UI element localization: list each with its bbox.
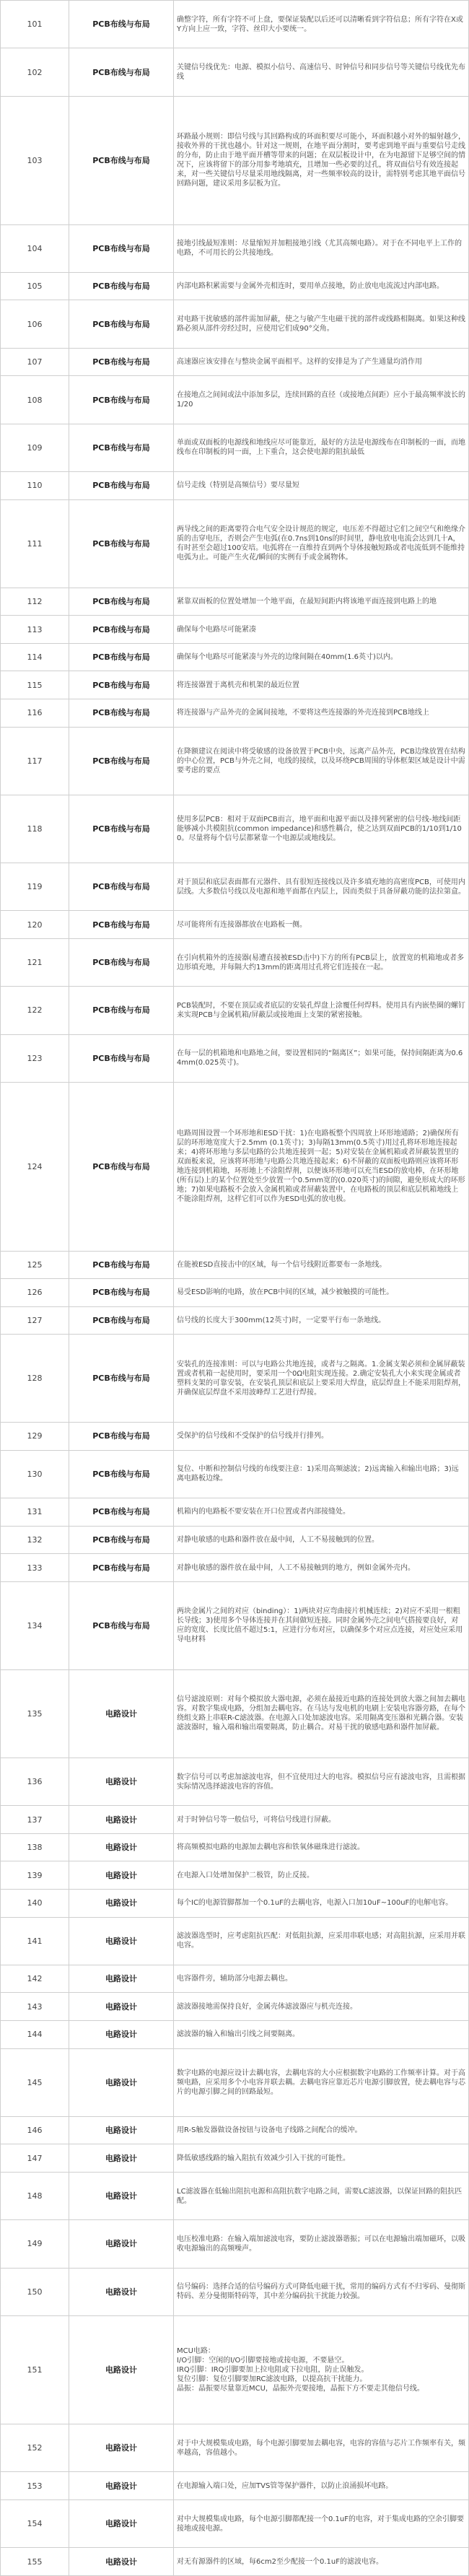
table-row xyxy=(1,2316,469,2424)
row-number: 115 xyxy=(1,671,69,699)
table-row xyxy=(1,1965,469,1993)
row-description: 在每一层的机箱地和电路地之间，要设置相同的“隔离区”；如果可能，保持间隔距离为0.64mm(0.025英寸)。 xyxy=(174,1034,469,1082)
row-description: 环路最小规则：即信号线与其回路构成的环面积要尽可能小，环面积越小对外的辐射越少，接收外界的干扰也越小。针对这一规则，在地平面分割时，要考虑到地平面与重要信号走线的分布，防止由于地平面开槽等带来的问题；在双层板设计中，在为电源留下足够空间的情况下，应该将留下的部分用参考地填充，且增加一些必要的过孔，将双面信号有效连接起来，对一些关键信号尽量采用地线隔离，对一些频率较高的设计，需特别考虑其地平面信号回路问题，建议采用多层板为宜。 xyxy=(174,96,469,224)
table-row xyxy=(1,699,469,727)
row-description: 复位、中断和控制信号线的布线要注意：1)采用高频滤波；2)远离输入和输出电路；3)远离电路板边缘。 xyxy=(174,1450,469,1498)
row-number: 114 xyxy=(1,643,69,671)
row-description: 确保每个电路尽可能紧凑 xyxy=(174,616,469,644)
row-category: PCB布线与布局 xyxy=(69,1034,174,1082)
row-category: 电路设计 xyxy=(69,2499,174,2547)
row-category: PCB布线与布局 xyxy=(69,272,174,300)
row-description: LC滤波器在低输出阻抗电源和高阻抗数字电路之间，需要LC滤波器，以保证回路的阻抗匹配。 xyxy=(174,2172,469,2219)
row-number: 109 xyxy=(1,424,69,471)
row-category: 电路设计 xyxy=(69,1917,174,1965)
row-number: 149 xyxy=(1,2220,69,2268)
row-category: PCB布线与布局 xyxy=(69,1423,174,1451)
row-description: 两块金属片之间的对应（binding）：1)两块对应弯曲接片机械连续；2)对应不采用一根粗长导线；3)使用多个导体连接并在其间做短连接。同时金属外壳之间电气搭接要良好，对应的宽度、长度比值不超过5:1，应进行分布对应，以确保多个对应点连接，对应处应采用导电材料 xyxy=(174,1581,469,1669)
row-number: 128 xyxy=(1,1335,69,1423)
row-description: 关键信号线优先：电源、模拟小信号、高速信号、时钟信号和同步信号等关键信号线优先布线 xyxy=(174,48,469,96)
row-category: PCB布线与布局 xyxy=(69,1498,174,1527)
row-number: 145 xyxy=(1,2048,69,2116)
row-number: 131 xyxy=(1,1498,69,1527)
row-number: 148 xyxy=(1,2172,69,2219)
table-row xyxy=(1,1335,469,1423)
row-description: 尽可能将所有连接器都放在电路板一侧。 xyxy=(174,911,469,939)
table-row xyxy=(1,472,469,500)
row-number: 139 xyxy=(1,1861,69,1890)
row-category: PCB布线与布局 xyxy=(69,987,174,1034)
table-row xyxy=(1,224,469,272)
rules-table-body xyxy=(1,1,469,2576)
row-category: PCB布线与布局 xyxy=(69,699,174,727)
row-number: 151 xyxy=(1,2316,69,2424)
row-description: PCB装配时，不要在顶层或者底层的安装孔焊盘上涂覆任何焊料。使用具有内嵌垫圈的螺钉来实现PCB与金属机箱/屏蔽层或接地面上支架的紧密接触。 xyxy=(174,987,469,1034)
table-row xyxy=(1,1669,469,1758)
row-number: 144 xyxy=(1,2020,69,2048)
row-category: 电路设计 xyxy=(69,2316,174,2424)
row-description: 数字信号可以考虑加滤波电容，但不宜使用过大的电容。模拟信号应有滤波电容，且需根据实际情况选择滤波电容的容值。 xyxy=(174,1758,469,1805)
row-description: 信号线的长度大于300mm(12英寸)时，一定要平行布一条地线。 xyxy=(174,1306,469,1335)
row-category: PCB布线与布局 xyxy=(69,643,174,671)
row-number: 134 xyxy=(1,1581,69,1669)
row-number: 116 xyxy=(1,699,69,727)
table-row xyxy=(1,1581,469,1669)
row-description: 确整字符，所有字符不可上盘，要保证装配以后还可以清晰看到字符信息；所有字符在X或Y方向上应一致，字符、丝印大小要统一。 xyxy=(174,1,469,48)
row-category: PCB布线与布局 xyxy=(69,1306,174,1335)
table-row xyxy=(1,1498,469,1527)
row-number: 101 xyxy=(1,1,69,48)
row-number: 150 xyxy=(1,2268,69,2315)
table-row xyxy=(1,1,469,48)
row-number: 103 xyxy=(1,96,69,224)
row-number: 107 xyxy=(1,348,69,376)
row-description: 易受ESD影响的电路，放在PCB中间的区域，减少被触摸的可能性。 xyxy=(174,1279,469,1307)
row-category: 电路设计 xyxy=(69,1833,174,1861)
row-category: 电路设计 xyxy=(69,2472,174,2500)
table-row xyxy=(1,1917,469,1965)
row-description: 信号滤波原则：对每个模拟放大器电源，必须在最接近电路的连接处到放大器之间加去耦电容。对数字集成电路，分组加去耦电容。在马达与发电机的电刷上安装电容器旁路，在每个绕组支路上串联R-C滤波器。在电源入口处加滤波电容。采用隔离变压器和光耦合器。安装滤波器时，输入端和输出端要隔离，防止耦合。对易干扰的敏感电路和器件加屏蔽。 xyxy=(174,1669,469,1758)
row-description: 对静电敏感的器件放在最中间，人工不易接触到的地方，例如金属外壳内。 xyxy=(174,1554,469,1582)
row-description: 滤波器选型时，应考虑阻抗匹配：对低阻抗源，应采用串联电感；对高阻抗源，应采用并联电容。 xyxy=(174,1917,469,1965)
table-row xyxy=(1,1758,469,1805)
row-description: 电压校准电路：在输入端加滤波电容，要防止滤波器谐振；可以在电源输出端加磁环，以吸收电源输出的高频噪声。 xyxy=(174,2220,469,2268)
row-number: 140 xyxy=(1,1889,69,1917)
row-category: PCB布线与布局 xyxy=(69,616,174,644)
row-number: 132 xyxy=(1,1526,69,1554)
row-description: 对静电敏感的电路和器件放在最中间，人工不易接触到的位置。 xyxy=(174,1526,469,1554)
row-description: 在降额建议在阅读中将受敏感的设备放置于PCB中央，远离产品外壳，PCB边缘放置在结构的中心位置，PCB与外壳之间，电线的接续，以及环绕PCB周围的导体框架区域是设计中需要考虑的要点 xyxy=(174,727,469,795)
row-category: PCB布线与布局 xyxy=(69,96,174,224)
row-description: 单面或双面板的电源线和地线应尽可能靠近，最好的方法是电源线布在印制板的一面，而地线布在印制板的同一面，上下重合，这会使电源的阻抗最低 xyxy=(174,424,469,471)
row-description: 受保护的信号线和不受保护的信号线并行排列。 xyxy=(174,1423,469,1451)
row-category: PCB布线与布局 xyxy=(69,863,174,910)
row-category: PCB布线与布局 xyxy=(69,1581,174,1669)
row-category: PCB布线与布局 xyxy=(69,1450,174,1498)
row-category: 电路设计 xyxy=(69,1861,174,1890)
row-description: 在电源入口处增加保护二极管，防止反接。 xyxy=(174,1861,469,1890)
table-row xyxy=(1,2472,469,2500)
row-number: 153 xyxy=(1,2472,69,2500)
row-category: 电路设计 xyxy=(69,1965,174,1993)
row-description: 信号编码：选择合适的信号编码方式可降低电磁干扰，常用的编码方式有不归零码、曼彻斯特码、差分曼彻斯特码等，其中差分编码抗干扰能力较强。 xyxy=(174,2268,469,2315)
table-row xyxy=(1,1279,469,1307)
row-description: 高速器应该安排在与整块金属平面相平。这样的安排是为了产生通量均消作用 xyxy=(174,348,469,376)
row-number: 120 xyxy=(1,911,69,939)
table-row xyxy=(1,643,469,671)
table-row xyxy=(1,911,469,939)
table-row xyxy=(1,987,469,1034)
row-number: 138 xyxy=(1,1833,69,1861)
table-row xyxy=(1,2548,469,2576)
row-category: 电路设计 xyxy=(69,2116,174,2144)
table-row xyxy=(1,588,469,616)
row-description: 对中大规模集成电路，每个电源引脚都配接一个0.1uF的电容，对于集成电路的空余引脚要接地或接电源。 xyxy=(174,2499,469,2547)
row-number: 127 xyxy=(1,1306,69,1335)
table-row xyxy=(1,272,469,300)
row-number: 118 xyxy=(1,795,69,863)
row-category: PCB布线与布局 xyxy=(69,424,174,471)
row-description: 对电路干扰敏感的部件需加屏蔽，使之与敏产生电磁干扰的部件或线路相隔离。如果这种线路必须从部件旁经过时，应使用它们成90°交角。 xyxy=(174,300,469,348)
row-number: 129 xyxy=(1,1423,69,1451)
row-number: 126 xyxy=(1,1279,69,1307)
row-number: 141 xyxy=(1,1917,69,1965)
row-category: 电路设计 xyxy=(69,2020,174,2048)
row-description: 紧靠双面板的位置处增加一个地平面，在最短间距内将该地平面连接到电路上的地 xyxy=(174,588,469,616)
row-description: 内部电路积累需要与金属外壳相连时，要用单点接地，防止放电电流流过内部电路。 xyxy=(174,272,469,300)
row-category: PCB布线与布局 xyxy=(69,224,174,272)
row-description: 接地引线最短准则：尽量缩短并加粗接地引线（尤其高频电路）。对于在不同电平上工作的电路，不可用长的公共接地线。 xyxy=(174,224,469,272)
row-description: 电路周围设置一个环形地和ESD干扰：1)在电路板整个四周放上环形地通路；2)确保所有层的环形地宽度大于2.5mm (0.1英寸)；3)每隔13mm(0.5英寸)用过孔将环形地连接起来；4)将环形地与多层电路的公共地连接到一起；5)对安装在金属机箱或者屏蔽装置里的双面板来说，应该将环形地与电路公共地连接起来；6)不屏蔽的双面板电路则应该将环形地连接到机箱地，环形地上不涂阻焊剂，以便该环形地可以充当ESD的放电棒，在环形地(所有层)上的某个位置处至少放置一个0.5mm宽的(0.020英寸)的间隙，避免形成大的环形地；7)如果电路板不会放入金属机箱或者屏蔽装置中，在电路板的顶层和底层机箱地线上不能涂阻焊剂，这样它们可以作为ESD电弧的放电极。 xyxy=(174,1083,469,1251)
row-description: 数字电路的电源应设计去耦电容，去耦电容的大小应根据数字电路的工作频率计算。对于高频电路，应采用多个小电容并联去耦。去耦电容应靠近芯片电源引脚放置，使去耦电容与芯片的电源引脚之间的回路最短。 xyxy=(174,2048,469,2116)
row-number: 102 xyxy=(1,48,69,96)
table-row xyxy=(1,2220,469,2268)
row-number: 106 xyxy=(1,300,69,348)
row-category: PCB布线与布局 xyxy=(69,1279,174,1307)
row-category: 电路设计 xyxy=(69,1889,174,1917)
row-category: PCB布线与布局 xyxy=(69,588,174,616)
row-number: 113 xyxy=(1,616,69,644)
row-number: 125 xyxy=(1,1251,69,1279)
row-description: 两导线之间的距离要符合电气安全设计规范的规定，电压差不得超过它们之间空气和绝缘介质的击穿电压，否则会产生电弧(在0.7ns到10ns的时间里，静电放电电流会达到几十A，有时甚至会超过100安培。电弧将在一直维持直到两个导体接触短路或者电流低到不能维持电弧为止。可能产生火花/瞬间的实例有手或金属物体。 xyxy=(174,499,469,588)
row-number: 135 xyxy=(1,1669,69,1758)
row-number: 142 xyxy=(1,1965,69,1993)
table-row xyxy=(1,2116,469,2144)
row-number: 122 xyxy=(1,987,69,1034)
row-number: 143 xyxy=(1,1993,69,2021)
table-row xyxy=(1,795,469,863)
table-row xyxy=(1,376,469,424)
row-number: 146 xyxy=(1,2116,69,2144)
row-category: PCB布线与布局 xyxy=(69,300,174,348)
row-description: 用R-S触发器做设备按钮与设备电子线路之间配合的缓冲。 xyxy=(174,2116,469,2144)
row-number: 121 xyxy=(1,938,69,986)
row-number: 136 xyxy=(1,1758,69,1805)
row-number: 154 xyxy=(1,2499,69,2547)
table-row xyxy=(1,1423,469,1451)
table-row xyxy=(1,1034,469,1082)
row-category: PCB布线与布局 xyxy=(69,938,174,986)
row-description: 确保每个电路尽可能紧凑与外壳的边缘间隔在40mm(1.6英寸)以内。 xyxy=(174,643,469,671)
table-row xyxy=(1,671,469,699)
row-category: PCB布线与布局 xyxy=(69,499,174,588)
table-row xyxy=(1,499,469,588)
table-row xyxy=(1,1861,469,1890)
row-description: 在接地点之间间或法中添加多层，连续回路的直径（或接地点间距）应小于最高频率波长的1/20 xyxy=(174,376,469,424)
table-row xyxy=(1,2268,469,2315)
row-category: 电路设计 xyxy=(69,1669,174,1758)
table-row xyxy=(1,1306,469,1335)
row-description: 安装孔的连接准则：可以与电路公共地连接，或者与之隔离。1.金属支架必须和金属屏蔽装置或者机箱一起使用时，要采用一个0Ω电阻实现连接。2.确定安装孔大小来实现金属或者塑料支架的可靠安装，在安装孔顶层和底层上要采用大焊盘，底层焊盘上不能采用阻焊剂，并确保底层焊盘不采用波峰焊工艺进行焊接。 xyxy=(174,1335,469,1423)
row-description: 在引向机箱外的连接器(易遭直接被ESD击中)下方的所有PCB层上，放置宽的机箱地或者多边形填充地，并每隔大约13mm的距离用过孔将它们连接在一起。 xyxy=(174,938,469,986)
table-row xyxy=(1,2048,469,2116)
row-category: 电路设计 xyxy=(69,2268,174,2315)
table-row xyxy=(1,1993,469,2021)
row-number: 111 xyxy=(1,499,69,588)
table-row xyxy=(1,1833,469,1861)
table-row xyxy=(1,300,469,348)
row-category: PCB布线与布局 xyxy=(69,671,174,699)
row-number: 133 xyxy=(1,1554,69,1582)
row-category: PCB布线与布局 xyxy=(69,376,174,424)
row-number: 147 xyxy=(1,2144,69,2173)
table-row xyxy=(1,348,469,376)
table-row xyxy=(1,1554,469,1582)
row-number: 124 xyxy=(1,1083,69,1251)
row-category: PCB布线与布局 xyxy=(69,348,174,376)
table-row xyxy=(1,1889,469,1917)
row-category: 电路设计 xyxy=(69,1758,174,1805)
row-description: 机箱内的电路板不要安装在开口位置或者内部接缝处。 xyxy=(174,1498,469,1527)
table-row xyxy=(1,1806,469,1834)
row-category: 电路设计 xyxy=(69,2172,174,2219)
row-category: 电路设计 xyxy=(69,2048,174,2116)
table-row xyxy=(1,2172,469,2219)
row-description: 对于顶层和底层表面都有元器件、具有很短连接线以及许多填充地的高密度PCB，可使用内层线。大多数信号线以及电源和地平面都在内层上，因而类似于具备屏蔽功能的法拉第盒。 xyxy=(174,863,469,910)
table-row xyxy=(1,727,469,795)
row-number: 123 xyxy=(1,1034,69,1082)
row-category: 电路设计 xyxy=(69,2548,174,2576)
row-category: 电路设计 xyxy=(69,1993,174,2021)
row-category: PCB布线与布局 xyxy=(69,911,174,939)
row-category: 电路设计 xyxy=(69,2220,174,2268)
table-row xyxy=(1,96,469,224)
table-row xyxy=(1,424,469,471)
row-number: 137 xyxy=(1,1806,69,1834)
row-description: 在能被ESD直接击中的区域，每一个信号线附近都要布一条地线。 xyxy=(174,1251,469,1279)
row-number: 112 xyxy=(1,588,69,616)
row-category: PCB布线与布局 xyxy=(69,1554,174,1582)
table-row xyxy=(1,1450,469,1498)
row-number: 119 xyxy=(1,863,69,910)
row-description: 将高频模拟电路的电源加去耦电容和铁氧体磁珠进行滤波。 xyxy=(174,1833,469,1861)
row-number: 155 xyxy=(1,2548,69,2576)
row-number: 105 xyxy=(1,272,69,300)
table-row xyxy=(1,1526,469,1554)
row-category: PCB布线与布局 xyxy=(69,48,174,96)
row-number: 117 xyxy=(1,727,69,795)
row-category: PCB布线与布局 xyxy=(69,1,174,48)
row-description: 使用多层PCB：相对于双面PCB而言，地平面和电源平面以及排列紧密的信号线-地线间距能够减小共模阻抗(common impedance)和感性耦合，使之达到双面PCB的1/10到1/100。尽量将每个信号层都紧靠一个电源层或地线层。 xyxy=(174,795,469,863)
row-description: 将连接器与产品外壳的金属间接地，不要将这些连接器的外壳连接到PCB地线上 xyxy=(174,699,469,727)
row-category: PCB布线与布局 xyxy=(69,795,174,863)
row-category: 电路设计 xyxy=(69,1806,174,1834)
row-description: 电容器件旁，辅助部分电源去耦也。 xyxy=(174,1965,469,1993)
table-row xyxy=(1,863,469,910)
table-row xyxy=(1,1251,469,1279)
row-description: 滤波器的输入和输出引线之间要隔离。 xyxy=(174,2020,469,2048)
row-number: 152 xyxy=(1,2424,69,2471)
row-description: 每个IC的电源管脚都加一个0.1uF的去耦电容，电源入口加10uF~100uF的电解电容。 xyxy=(174,1889,469,1917)
table-row xyxy=(1,616,469,644)
table-row xyxy=(1,2424,469,2471)
row-description: 对无有源器件的区域，每6cm2至少配接一个0.1uF的滤波电容。 xyxy=(174,2548,469,2576)
row-number: 110 xyxy=(1,472,69,500)
row-description: 对于时钟信号等一般信号，可将信号线进行屏蔽。 xyxy=(174,1806,469,1834)
row-category: 电路设计 xyxy=(69,2144,174,2173)
table-row xyxy=(1,938,469,986)
row-description: 对于中大规模集成电路，每个电源引脚要加去耦电容，电容的容值与芯片工作频率有关，频率越高，容值越小。 xyxy=(174,2424,469,2471)
table-row xyxy=(1,2499,469,2547)
row-number: 130 xyxy=(1,1450,69,1498)
row-category: 电路设计 xyxy=(69,2424,174,2471)
row-category: PCB布线与布局 xyxy=(69,1335,174,1423)
row-description: MCU电路： I/O引脚：空闲的I/O引脚要接地或接电源，不要悬空。 IRQ引脚：IRQ引脚要加上拉电阻或下拉电阻，防止误触发。 复位引脚：复位引脚要加RC滤波电路，以提高抗干扰能力。 晶振：晶振要尽量靠近MCU，晶振外壳要接地，晶振下方不要走其他信号线。 xyxy=(174,2316,469,2424)
row-description: 降低敏感线路的输入阻抗有效减少引入干扰的可能性。 xyxy=(174,2144,469,2173)
row-description: 将连接器置于离机壳和机架的最近位置 xyxy=(174,671,469,699)
row-category: PCB布线与布局 xyxy=(69,472,174,500)
row-description: 信号走线（特别是高频信号）要尽量短 xyxy=(174,472,469,500)
row-description: 滤波器接地需保持良好，金属壳体滤波器应与机壳连接。 xyxy=(174,1993,469,2021)
table-row xyxy=(1,2020,469,2048)
table-row xyxy=(1,1083,469,1251)
table-row xyxy=(1,2144,469,2173)
row-category: PCB布线与布局 xyxy=(69,727,174,795)
row-category: PCB布线与布局 xyxy=(69,1251,174,1279)
row-number: 104 xyxy=(1,224,69,272)
row-number: 108 xyxy=(1,376,69,424)
row-description: 在电源输入端口处，应加TVS管等保护器件，以防止浪涌损坏电路。 xyxy=(174,2472,469,2500)
row-category: PCB布线与布局 xyxy=(69,1083,174,1251)
row-category: PCB布线与布局 xyxy=(69,1526,174,1554)
table-row xyxy=(1,48,469,96)
